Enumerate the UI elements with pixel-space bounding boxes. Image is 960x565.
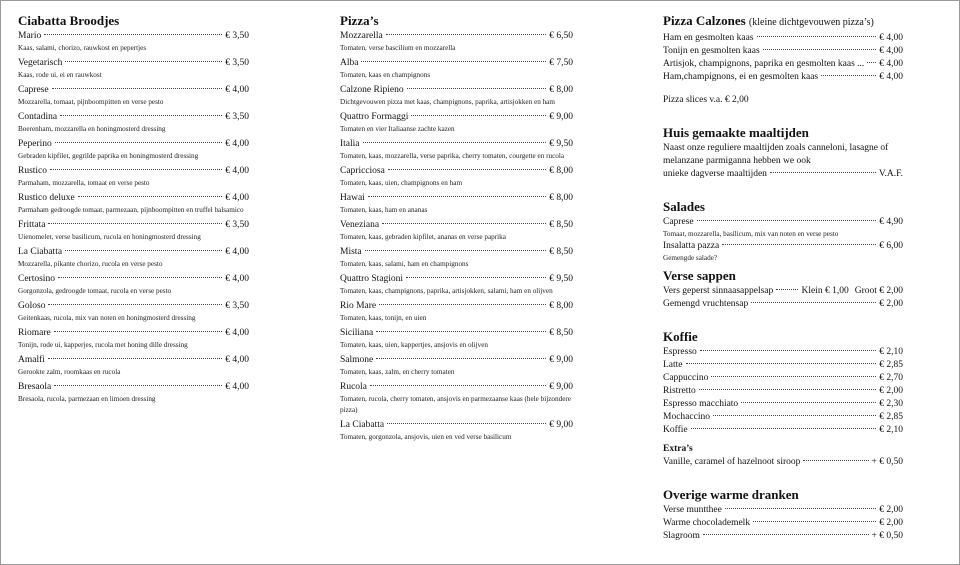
menu-item-row [340,354,573,367]
menu-item-price: € 3,50 [225,220,249,230]
salades-list [663,216,903,264]
menu-item-description: Gerookte zalm, roomkaas en rucola [18,368,121,376]
ciabatta-column [18,13,249,408]
menu-item-description: Tomaten, kaas, uien, kappertjes, ansjovis en olijven [340,341,488,349]
huis-line-2: melanzane parmiganna hebben we ook [663,156,811,166]
sappen-row-1-large: Groot € 2,00 [854,286,903,296]
menu-item-name: Riomare [18,328,51,338]
menu-item-description: Tomaat, mozzarella, basilicum, mix van noten en verse pesto [663,230,839,238]
menu-item-row [18,165,249,178]
dot-leader [770,172,876,173]
sappen-row-1-small: Klein € 1,00 [801,286,849,296]
dot-leader [376,331,546,332]
menu-item-description: Parmaham gedroogde tomaat, parmezaan, pijnboompitten en truffel balsamico [18,206,244,214]
menu-item-description: Tonijn, rode ui, kapperjes, rucola met honing dille dressing [18,341,188,349]
menu-item-name: Frittata [18,220,46,230]
menu-item-name: Capricciosa [340,166,385,176]
menu-item-price: € 4,00 [225,382,249,392]
menu-item-name: Rustico [18,166,48,176]
menu-item-price: € 9,00 [549,420,573,430]
dot-leader [776,289,798,290]
huis-line-3 [663,168,903,181]
dot-leader [691,428,877,429]
menu-item-description: Parmaham, mozzarella, tomaat en verse pesto [18,179,150,187]
koffie-list [663,346,903,437]
warm-title: Overige warme dranken [663,487,799,502]
menu-item-name: Koffie [663,425,688,435]
menu-item-price: + € 0,50 [871,531,903,541]
menu-item-price: € 4,00 [225,274,249,284]
menu-item-row [340,219,573,232]
dot-leader [686,363,877,364]
menu-item-row [340,419,573,432]
menu-item-price: € 4,00 [879,46,903,56]
menu-item-name: Italia [340,139,360,149]
menu-item [18,381,249,405]
menu-item-name: Rustico deluxe [18,193,75,203]
dot-leader [713,415,876,416]
ciabatta-title: Ciabatta Broodjes [18,13,120,28]
menu-item-price: € 4,90 [879,217,903,227]
menu-item-name: Quattro Formaggi [340,112,409,122]
menu-item-price: € 3,50 [225,31,249,41]
dot-leader [725,508,876,509]
menu-item-row [18,327,249,340]
menu-item-row [663,530,903,543]
menu-item-price: € 4,00 [225,85,249,95]
menu-item-name: Warme chocolademelk [663,518,751,528]
calzones-list [663,32,903,84]
calzones-title [663,13,903,31]
menu-item-row [18,354,249,367]
dot-leader [55,142,222,143]
menu-item-name: Ham en gesmolten kaas [663,33,754,43]
menu-item-row [663,359,903,372]
dot-leader [376,358,546,359]
drinks-column [663,13,903,543]
menu-item-row [663,32,903,45]
menu-item [340,273,573,297]
menu-item-row [18,219,249,232]
menu-item-row [18,57,249,70]
extras-title: Extra’s [663,444,693,454]
menu-item-description: Tomaten, kaas, gebraden kipfilet, ananas en verse paprika [340,233,506,241]
sappen-row-1 [663,285,903,298]
menu-item [18,165,249,189]
menu-item-description: Tomaten, kaas, zalm, en cherry tomaten [340,368,455,376]
menu-item-row [340,57,573,70]
menu-item-row [340,273,573,286]
dot-leader [406,277,546,278]
dot-leader [411,115,546,116]
menu-item-row [663,517,903,530]
dot-leader [379,304,546,305]
menu-item-description: Tomaten, kaas, champignons, paprika, artisjokken, salami, ham en olijven [340,287,553,295]
menu-item-row [18,246,249,259]
menu-item-price: € 9,00 [549,112,573,122]
menu-item-name: Bresaola [18,382,52,392]
menu-item-row [340,192,573,205]
menu-item-price: € 4,00 [225,328,249,338]
sappen-list [663,298,903,311]
menu-item-row [18,138,249,151]
menu-item [340,300,573,324]
menu-item-name: Gemengd vruchtensap [663,299,749,309]
menu-item-price: € 2,30 [879,399,903,409]
menu-item [18,30,249,54]
menu-item-row [663,424,903,437]
menu-item-row [340,138,573,151]
dot-leader [54,385,222,386]
dot-leader [65,250,222,251]
menu-item [340,327,573,351]
menu-item-price: € 4,00 [225,166,249,176]
menu-item-row [340,30,573,43]
menu-item [340,138,573,162]
menu-item-price: € 6,00 [879,241,903,251]
menu-item [340,192,573,216]
menu-item-name: Insalatta pazza [663,241,720,251]
menu-item [663,216,903,240]
dot-leader [382,223,546,224]
menu-item [663,517,903,530]
dot-leader [753,521,876,522]
dot-leader [58,277,222,278]
menu-item-name: La Ciabatta [340,420,385,430]
menu-item-description: Uienomelet, verse basilicum, rucola en honingmosterd dressing [18,233,201,241]
menu-item [663,359,903,372]
dot-leader [821,75,876,76]
menu-item-description: Kaas, rode ui, ei en rauwkost [18,71,102,79]
menu-item-price: € 2,00 [879,505,903,515]
menu-item-price: € 8,00 [549,301,573,311]
menu-item [663,240,903,264]
menu-item-row [18,30,249,43]
sappen-row-1-name: Vers geperst sinnaasappelsap [663,286,774,296]
menu-item [18,354,249,378]
menu-item-row [340,246,573,259]
menu-item-price: € 8,50 [549,247,573,257]
menu-item-price: € 8,50 [549,220,573,230]
menu-item-name: Contadina [18,112,58,122]
dot-leader [365,250,547,251]
menu-item [340,219,573,243]
calzones-subtitle: (kleine dichtgevouwen pizza’s) [748,17,874,28]
menu-item-row [340,165,573,178]
dot-leader [722,244,876,245]
menu-item-name: Mario [18,31,42,41]
menu-item-price: € 2,70 [879,373,903,383]
menu-item-description: Geitenkaas, rucola, mix van noten en honingmosterd dressing [18,314,196,322]
menu-item-name: Caprese [18,85,49,95]
dot-leader [700,350,876,351]
pizza-slices-note: Pizza slices v.a. € 2,00 [663,95,749,105]
warm-list [663,504,903,543]
huis-line-3-name: unieke dagverse maaltijden [663,169,767,179]
dot-leader [65,61,222,62]
menu-item-name: Artisjok, champignons, paprika en gesmolten kaas ... [663,59,865,69]
menu-item-row [340,84,573,97]
menu-item-name: Tonijn en gesmolten kaas [663,46,760,56]
menu-item-row [663,45,903,58]
menu-item-price: € 3,50 [225,58,249,68]
menu-item [663,411,903,424]
menu-item [663,346,903,359]
menu-item-description: Tomaten, kaas en champignons [340,71,431,79]
dot-leader [741,402,876,403]
menu-item [663,32,903,45]
menu-item-description: Dichtgevouwen pizza met kaas, champignons, paprika, artisjokken en ham [340,98,555,106]
menu-item-row [663,346,903,359]
menu-item-row [663,298,903,311]
menu-item-name: Ristretto [663,386,696,396]
menu-item-price: € 2,10 [879,347,903,357]
menu-item-name: Latte [663,360,683,370]
menu-item-description: Tomaten, kaas, ham en ananas [340,206,428,214]
calzones-title-text: Pizza Calzones [663,13,746,28]
menu-item [340,246,573,270]
menu-item [18,111,249,135]
dot-leader [386,34,547,35]
menu-item-name: Alba [340,58,359,68]
menu-item-description: Mozzarella, pikante chorizo, rucola en verse pesto [18,260,163,268]
menu-item-row [18,273,249,286]
pizza-title: Pizza’s [340,13,379,28]
dot-leader [52,88,223,89]
menu-item-price: € 2,10 [879,425,903,435]
menu-item [663,58,903,71]
dot-leader [78,196,223,197]
dot-leader [407,88,547,89]
menu-item-price: € 4,00 [225,247,249,257]
menu-item [663,530,903,543]
menu-item-row [663,372,903,385]
menu-item [18,219,249,243]
menu-item-row [18,381,249,394]
dot-leader [48,304,222,305]
menu-item [340,419,573,443]
menu-item [663,385,903,398]
dot-leader [703,534,869,535]
menu-item [663,298,903,311]
sappen-title: Verse sappen [663,268,736,283]
menu-item-price: € 2,85 [879,412,903,422]
menu-item-price: € 9,00 [549,355,573,365]
menu-item [18,192,249,216]
menu-item-price: € 9,50 [549,274,573,284]
menu-item-name: Certosino [18,274,55,284]
menu-item-name: Peperino [18,139,52,149]
menu-item-description: Gebraden kipfilet, gegrilde paprika en honingmosterd dressing [18,152,199,160]
dot-leader [363,142,547,143]
menu-item-description: Boerenham, mozzarella en honingmosterd dressing [18,125,166,133]
menu-item-description: Tomaten, kaas, tonijn, en uien [340,314,427,322]
menu-item [18,57,249,81]
menu-item-description: Gorgonzola, gedroogde tomaat, rucola en verse pesto [18,287,172,295]
salades-title: Salades [663,199,705,214]
menu-item-name: Caprese [663,217,694,227]
dot-leader [387,423,546,424]
menu-item [340,57,573,81]
menu-item-price: € 9,50 [549,139,573,149]
ciabatta-list [18,30,249,405]
menu-item-name: Espresso macchiato [663,399,739,409]
huis-title: Huis gemaakte maaltijden [663,125,809,140]
dot-leader [867,62,876,63]
menu-item-description: Bresaola, rucola, parmezaan en limoen dressing [18,395,156,403]
menu-item [340,381,573,416]
menu-item-name: Espresso [663,347,697,357]
menu-item-price: € 4,00 [225,139,249,149]
menu-item-price: € 3,50 [225,301,249,311]
dot-leader [60,115,222,116]
menu-item-name: Cappuccino [663,373,709,383]
dot-leader [388,169,546,170]
menu-item-row [18,300,249,313]
menu-item-name: Veneziana [340,220,380,230]
dot-leader [48,223,222,224]
menu-item-name: Mista [340,247,362,257]
menu-item-name: Mochaccino [663,412,710,422]
extras-price: + € 0,50 [871,457,903,467]
menu-item [663,504,903,517]
menu-item-row [663,240,903,253]
pizza-column [340,13,573,446]
dot-leader [757,36,877,37]
menu-item [663,424,903,437]
menu-item-row [340,381,573,394]
menu-item-row [663,216,903,229]
menu-item-row [663,504,903,517]
menu-item [18,273,249,297]
menu-item [663,45,903,58]
extras-name: Vanille, caramel of hazelnoot siroop [663,457,801,467]
menu-item-row [663,58,903,71]
menu-item-row [340,111,573,124]
menu-item-name: Verse muntthee [663,505,722,515]
menu-item [663,398,903,411]
dot-leader [370,385,546,386]
menu-item-price: € 4,00 [879,59,903,69]
dot-leader [763,49,877,50]
menu-item-price: € 8,00 [549,85,573,95]
menu-item [340,165,573,189]
extras-row [663,456,903,469]
menu-item-row [18,84,249,97]
menu-item-name: Goloso [18,301,46,311]
menu-item-name: Mozzarella [340,31,383,41]
koffie-title: Koffie [663,329,698,344]
dot-leader [697,220,877,221]
dot-leader [48,358,222,359]
menu-item-price: € 4,00 [225,193,249,203]
menu-item-row [663,71,903,84]
menu-item [663,372,903,385]
menu-item-price: € 8,50 [549,328,573,338]
menu-item-row [663,385,903,398]
menu-item [340,111,573,135]
menu-item-name: Salmone [340,355,374,365]
huis-line-1: Naast onze reguliere maaltijden zoals canneloni, lasagne of [663,143,889,153]
menu-item-description: Tomaten en vier Italiaanse zachte kazen [340,125,455,133]
menu-item-description: Tomaten, kaas, salami, ham en champignons [340,260,469,268]
menu-item-name: Ham,champignons, ei en gesmolten kaas [663,72,819,82]
menu-item [18,84,249,108]
menu-item-name: Amalfi [18,355,45,365]
menu-item-name: Calzone Ripieno [340,85,404,95]
menu-item-row [340,327,573,340]
menu-item-row [340,300,573,313]
menu-item-description: Gemengde salade? [663,254,718,262]
menu-item-price: € 8,00 [549,166,573,176]
menu-item [340,354,573,378]
menu-item-description: Tomaten, kaas, uien, champignons en ham [340,179,463,187]
dot-leader [44,34,222,35]
menu-item-price: € 4,00 [879,72,903,82]
menu-item-name: Quattro Stagioni [340,274,404,284]
menu-item-price: € 2,00 [879,299,903,309]
dot-leader [699,389,877,390]
menu-item-name: Rio Mare [340,301,377,311]
menu-item-name: Vegetarisch [18,58,63,68]
menu-item-price: € 3,50 [225,112,249,122]
dot-leader [711,376,876,377]
menu-item-row [663,411,903,424]
menu-item-row [18,192,249,205]
menu-item-row [18,111,249,124]
menu-item-price: € 4,00 [225,355,249,365]
dot-leader [54,331,223,332]
menu-item-description: Tomaten, verse bascilium en mozzarella [340,44,456,52]
menu-item [340,30,573,54]
menu-item [663,71,903,84]
menu-item-price: € 8,00 [549,193,573,203]
menu-item-name: La Ciabatta [18,247,63,257]
menu-item [18,138,249,162]
menu-item-row [663,398,903,411]
dot-leader [361,61,546,62]
menu-item-description: Tomaten, rucola, cherry tomaten, ansjovis en parmezaanse kaas (hele bijzondere pizza) [340,395,571,414]
menu-item-price: € 2,00 [879,386,903,396]
menu-item [18,300,249,324]
menu-item [18,327,249,351]
menu-item-price: € 7,50 [549,58,573,68]
menu-item [18,246,249,270]
pizza-list [340,30,573,443]
menu-item-name: Rucola [340,382,367,392]
menu-item-description: Tomaten, kaas, mozzarella, verse paprika, cherry tomaten, courgette en rucola [340,152,565,160]
dot-leader [50,169,222,170]
menu-item-name: Siciliana [340,328,374,338]
menu-item-price: € 2,85 [879,360,903,370]
dot-leader [751,302,876,303]
menu-item-price: € 4,00 [879,33,903,43]
menu-item-price: € 2,00 [879,518,903,528]
dot-leader [803,460,868,461]
menu-item [340,84,573,108]
menu-item-name: Hawai [340,193,365,203]
menu-item-description: Mozzarella, tomaat, pijnboompitten en verse pesto [18,98,164,106]
dot-leader [368,196,546,197]
menu-item-price: € 6,50 [549,31,573,41]
menu-item-description: Tomaten, gorgonzola, ansjovis, uien en ved verse basilicum [340,433,512,441]
menu-item-description: Kaas, salami, chorizo, rauwkost en pepertjes [18,44,147,52]
menu-item-name: Slagroom [663,531,700,541]
huis-line-3-price: V.A.F. [878,169,903,179]
menu-item-price: € 9,00 [549,382,573,392]
